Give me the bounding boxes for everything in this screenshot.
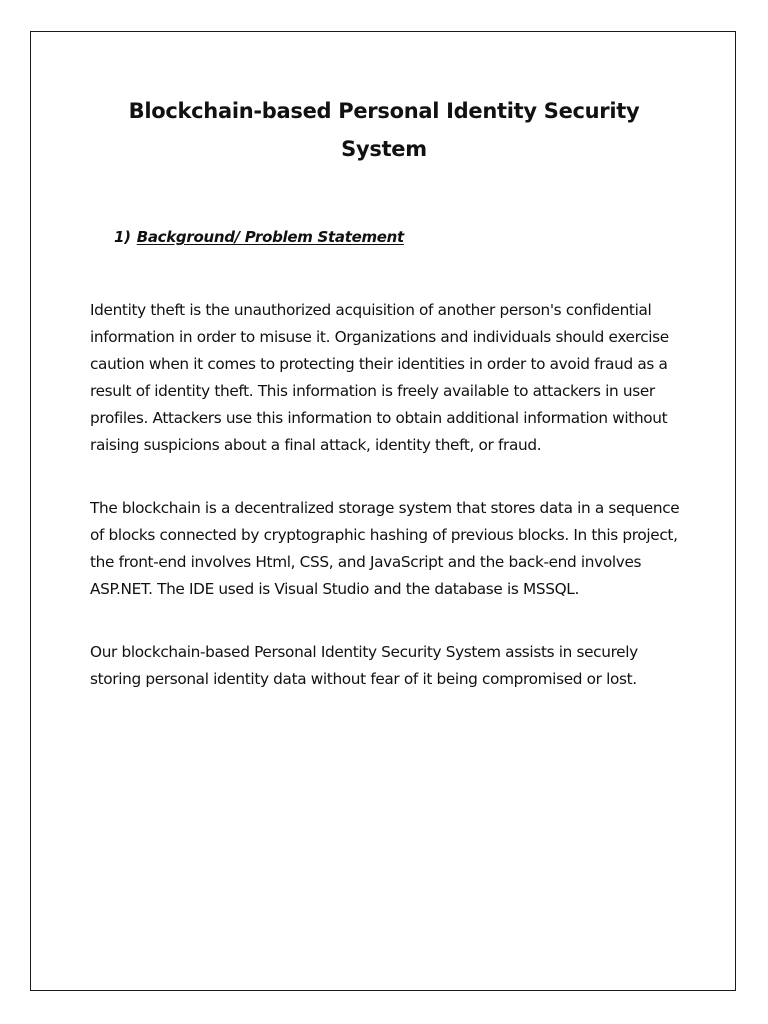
- paragraph-identity-theft: Identity theft is the unauthorized acquisition of another person's confidential information in order to misuse it. Organizations and individuals should exercise caution when it comes to protecting their identities in order to avoid fraud as a result of identity theft. This information is freely available to attackers in user profiles. Attackers use this information to obtain additional information without raising suspicions about a final attack, identity theft, or fraud.: [90, 301, 669, 454]
- document-title: Blockchain-based Personal Identity Security System: [128, 99, 640, 161]
- section-number: 1): [114, 228, 131, 246]
- paragraph-blockchain-tech: The blockchain is a decentralized storage system that stores data in a sequence of blocks connected by cryptographic hashing of previous blocks. In this project, the front-end involves Html, CSS, and JavaScript and the back-end involves ASP.NET. The IDE used is Visual Studio and the database is MSSQL.: [90, 499, 680, 598]
- section-heading: [114, 226, 404, 248]
- paragraph-system-summary: Our blockchain-based Personal Identity Security System assists in securely storing personal identity data without fear of it being compromised or lost.: [90, 643, 638, 688]
- section-heading-text: Background/ Problem Statement: [136, 228, 404, 246]
